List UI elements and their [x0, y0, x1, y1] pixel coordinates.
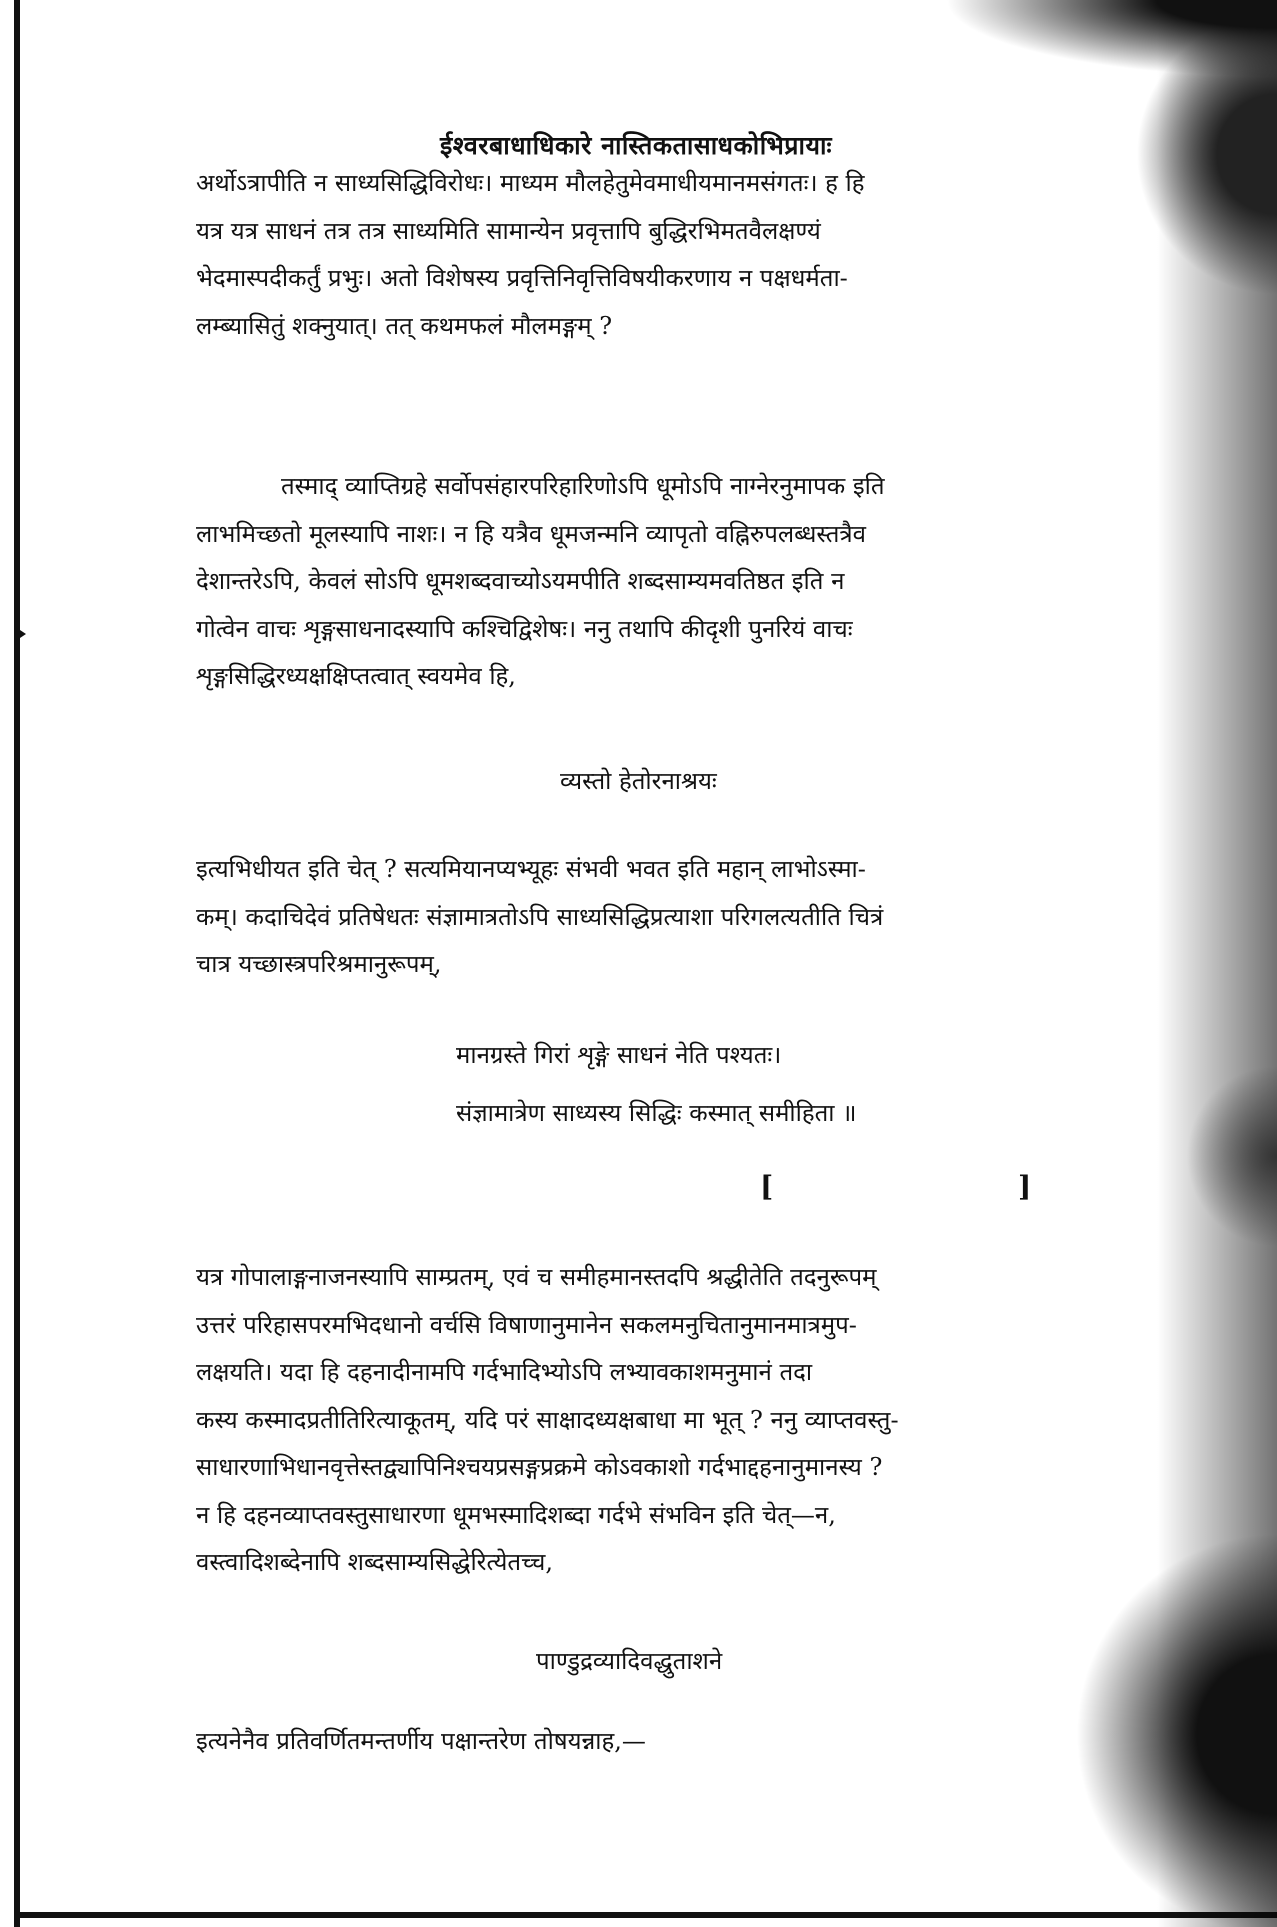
line: लाभमिच्छतो मूलस्यापि नाशः। न हि यत्रैव धूमजन्मनि व्यापृतो वह्निरुपलब्धस्तत्रैव — [196, 519, 867, 548]
line: तस्माद् व्याप्तिग्रहे सर्वोपसंहारपरिहारिणोऽपि धूमोऽपि नाग्नेरनुमापक इति — [281, 472, 885, 500]
paragraph-4 — [196, 1254, 1136, 1587]
line: देशान्तरेऽपि, केवलं सोऽपि धूमशब्दवाच्योऽयमपीति शब्दसाम्यमवतिष्ठत इति न — [196, 567, 845, 595]
left-scan-border — [14, 0, 20, 1927]
line: भेदमास्पदीकर्तुं प्रभुः। अतो विशेषस्य प्रवृत्तिनिवृत्तिविषयीकरणाय न पक्षधर्मता- — [196, 264, 848, 292]
line: चात्र यच्छास्त्रपरिश्रमानुरूपम्, — [196, 950, 442, 978]
line: साधारणाभिधानवृत्तेस्तद्व्यापिनिश्चयप्रसङ्गप्रक्रमे कोऽवकाशो गर्दभाद्दहनानुमानस्य ? — [196, 1453, 883, 1481]
margin-mark — [14, 626, 26, 642]
paragraph-2 — [196, 463, 1136, 701]
line: कस्य कस्मादप्रतीतिरित्याकूतम्, यदि परं साक्षादध्यक्षबाधा मा भूत् ? ननु व्याप्तवस्तु- — [196, 1405, 899, 1434]
line: कम्। कदाचिदेवं प्रतिषेधतः संज्ञामात्रतोऽपि साध्यसिद्धिप्रत्याशा परिगलत्यतीति चित्रं — [196, 902, 884, 931]
line: शृङ्गसिद्धिरध्यक्षक्षिप्तत्वात् स्वयमेव हि, — [196, 662, 516, 690]
line: यत्र यत्र साधनं तत्र तत्र साध्यमिति सामान्येन प्रवृत्तापि बुद्धिरभिमतवैलक्षण्यं — [196, 216, 821, 245]
verse-1: व्यस्तो हेतोरनाश्रयः — [560, 767, 717, 795]
line: अर्थोऽत्रापीति न साध्यसिद्धिविरोधः। माध्यम मौलहेतुमेवमाधीयमानमसंगतः। ह हि — [196, 169, 865, 197]
line: गोत्वेन वाचः शृङ्गसाधनादस्यापि कश्चिद्विशेषः। ननु तथापि कीदृशी पुनरियं वाचः — [196, 614, 853, 643]
line: लक्षयति। यदा हि दहनादीनामपि गर्दभादिभ्योऽपि लभ्यावकाशमनुमानं तदा — [196, 1358, 813, 1386]
paragraph-1 — [196, 160, 1136, 350]
verse-2-line-1: मानग्रस्ते गिरां शृङ्गे साधनं नेति पश्यतः। — [456, 1041, 782, 1069]
line: उत्तरं परिहासपरमभिदधानो वर्चसि विषाणानुमानेन सकलमनुचितानुमानमात्रमुप- — [196, 1310, 857, 1339]
verse-2-line-2: संज्ञामात्रेण साध्यस्य सिद्धिः कस्मात् समीहिता ॥ — [456, 1099, 857, 1127]
line: न हि दहनव्याप्तवस्तुसाधारणा धूमभस्मादिशब्दा गर्दभे संभविन इति चेत्—न, — [196, 1500, 836, 1529]
page-heading: ईश्वरबाधाधिकारे नास्तिकतासाधकोभिप्रायाः — [440, 131, 833, 160]
line: वस्त्वादिशब्देनापि शब्दसाम्यसिद्धेरित्येतच्च, — [196, 1548, 553, 1576]
paragraph-3 — [196, 846, 1136, 989]
scan-noise-top — [717, 0, 1277, 130]
line: इत्यभिधीयत इति चेत् ? सत्यमियानप्यभ्यूहः संभवी भवत इति महान् लाभोऽस्मा- — [196, 855, 866, 883]
line: लम्ब्यासितुं शक्नुयात्। तत् कथमफलं मौलमङ्गम् ? — [196, 311, 613, 340]
bracket-open: [ — [760, 1170, 774, 1203]
line: इत्यनेनैव प्रतिवर्णितमन्तर्णीय पक्षान्तरेण तोषयन्नाह,— — [196, 1727, 646, 1755]
bracket-close: ] — [1018, 1170, 1032, 1203]
line: यत्र गोपालाङ्गनाजनस्यापि साम्प्रतम्, एवं च समीहमानस्तदपि श्रद्धीतेति तदनुरूपम् — [196, 1263, 877, 1291]
verse-3: पाण्डुद्रव्यादिवद्धुताशने — [536, 1647, 723, 1675]
paragraph-5 — [196, 1718, 1136, 1766]
